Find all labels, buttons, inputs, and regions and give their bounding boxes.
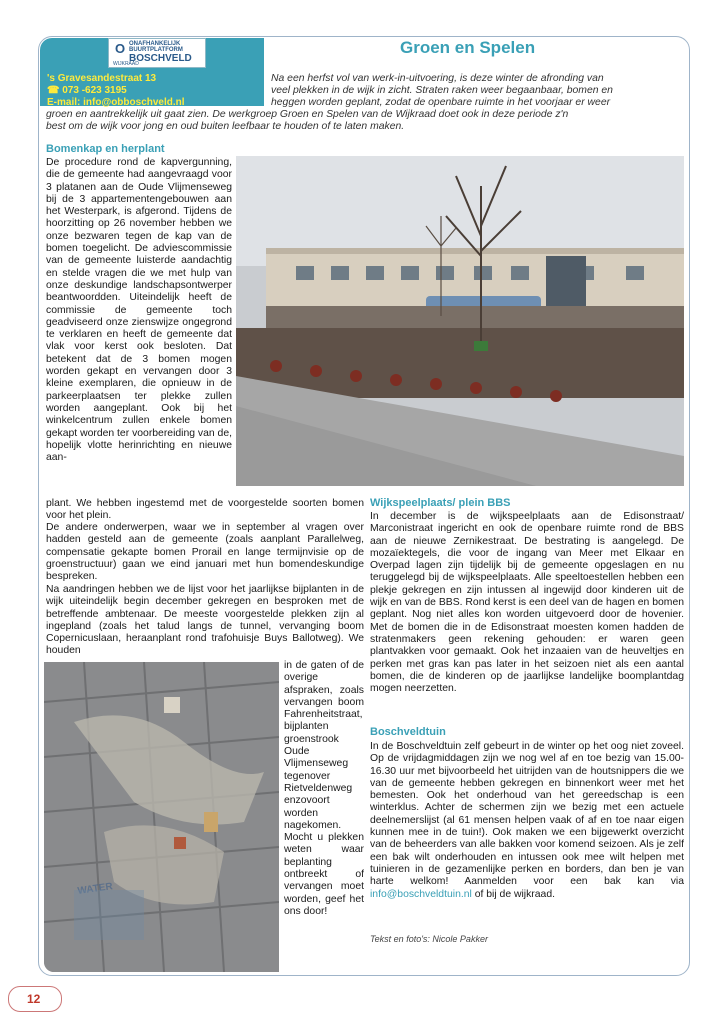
intro-line: Na een herfst vol van werk-in-uitvoering, is deze winter de afronding van [271, 73, 604, 84]
page-title: Groen en Spelen [400, 38, 536, 57]
heading-boschveldtuin: Boschveldtuin [370, 726, 446, 738]
contact-address: 's Gravesandestraat 13 [47, 73, 157, 84]
boschveldtuin-text: In de Boschveldtuin zelf gebeurt in de winter op het oog niet zoveel. Op de vrijdagmiddagen zijn we nog wel af en toe bezig van 15.00-16.30 uur met bijvoorbeeld het uitrijden van de houtsnippers die we van de gemeente hebben gekregen en binnenkort weer met het bemesten. Ook het onderhoud van het gereedschap is een winterklus. Achter de schermen zijn we bezig met een actuele deelnemerslijst (al 61 mensen helpen vaak of af en toe naar eigen kunnen mee in de tuin!). Ook maken we een bijgewerkt overzicht van de beheerders van alle bakken voor komend seizoen. Als je zelf een bak wilt onderhouden en intussen ook mee wilt helpen met tuinieren in de gezamenlijke perken en borders, dan ben je van harte welkom! Aanmelden voor een bak kan via info@boschveldtuin.nl of bij de wijkraad. [370, 741, 684, 900]
wijkspeelplaats-text: In december is de wijkspeelplaats aan de Edisonstraat/ Marconistraat ingericht en ook de openbare ruimte rond de BBS aan de nieuwe Zernikestraat. De bestrating is aangelegd. De mozaïektegels, die voor de ingang van Meer met Elkaar en Overpad lagen zijn tijdelijk bij de gemeente opgeslagen en nu teruggelegd bij de wijkspeelplaats. Alle speeltoestellen hebben een plekje gekregen en zijn intussen al ingewijd door kinderen uit de wijk en van de BBS. Rond kerst is een deel van de hagen en bomen geplant. Nog niet alles kon worden uitgevoerd door de hovenier. Met de bomen die in de Edisonstraat moesten komen hadden de stratenmakers geen rekening gehouden: er waren geen plantvakken voor gemaakt. Ook het inzaaien van de heuveltjes en perken met gras kan pas later in het seizoen niet als een aantal bomen, die de kinderen op de jaarlijkse landelijke boomplantdag mogen neerzetten. [370, 511, 684, 695]
heading-bomenkap: Bomenkap en herplant [46, 143, 165, 155]
page-number: 12 [27, 992, 41, 1006]
boschveldtuin-email-link[interactable]: info@boschveldtuin.nl [370, 888, 472, 900]
intro-line: veel plekken in de wijk in zicht. Straten raken weer begaanbaar, bomen en [271, 85, 613, 96]
bomenkap-p3-narrow: in de gaten of de overige afspraken, zoals vervangen boom Fahrenheitstraat, bijplanten groenstrook Oude Vlijmenseweg tegenover Rietveldenweg enzovoort worden nagekomen. Mocht u plekken weten waar beplanting ontbreekt of vervangen moet worden, geef het ons door! [284, 660, 364, 917]
bomenkap-p2: De andere onderwerpen, waar we in september al vragen over hadden gesteld aan de gemeente (zoals aanplant Parallelweg, compensatie gekapte bomen Prorail en lange termijnvisie op de groenstructuur) gaan we eind januari met hun bomendeskundige bespreken. [46, 522, 364, 582]
photo-school-building [236, 156, 684, 486]
intro-line: best om de wijk voor jong en oud buiten leefbaar te houden of te laten maken. [46, 121, 405, 132]
svg-text:WATER: WATER [76, 881, 114, 897]
intro-line: groen en aantrekkelijk uit gaat zien. De werkgroep Groen en Spelen van de Wijkraad doet ook in deze periode z'n [46, 109, 569, 120]
contact-phone: ☎ 073 -623 3195 [47, 85, 127, 96]
photo-mosaic-tiles [44, 662, 279, 972]
intro-line: heggen worden geplant, zodat de openbare ruimte in het voorjaar er weer [271, 97, 611, 108]
bomenkap-text-narrow: De procedure rond de kapvergunning, die de gemeente had aangevraagd voor 3 platanen aan de Oude Vlijmenseweg bij de 3 appartementengebouwen aan het Westerpark, is afgerond. Tijdens de hoorzitting op 26 november hebben we onze bezwaren tegen de kap van de bomen toegelicht. De adviescommissie van de gemeente luisterde aandachtig en stelde vragen die we met hulp van onze deskundige landschapsontwerper beantwoordden. Uiteindelijk heeft de commissie de gemeente toch geadviseerd onze zienswijze ongegrond te verklaren en heeft de gemeente dat vlak voor kerst ook besloten. Dat betekent dat de 3 bomen mogen worden gekapt en vervangen door 3 kleine exemplaren, die opnieuw in de parkeerplaatsen ter plekke zullen worden aangeplant. Ook bij het winkelcentrum zullen enkele bomen gekapt worden ter voorbereiding van de, hopelijk vlotte herinrichting en nieuwe aan- [46, 157, 232, 464]
page-number-badge [8, 986, 62, 1012]
photo-credit: Tekst en foto's: Nicole Pakker [370, 934, 488, 944]
contact-email[interactable]: E-mail: info@obboschveld.nl [47, 97, 185, 108]
bomenkap-p3: Na aandringen hebben we de lijst voor het jaarlijkse bijplanten in de wijk uiteindelijk begin december gekregen en besproken met de betreffende ambtenaar. De meeste voorgestelde plekken zijn al ingepland (zoals het talud langs de tunnel, vervanging boom Copernicuslaan, heraanplant rond trafohuisje Buys Ballotweg). We houden [46, 584, 364, 657]
bomenkap-text-wide: plant. We hebben ingestemd met de voorgestelde soorten bomen voor het plein. [46, 498, 364, 522]
logo: O ONAFHANKELIJK BUURTPLATFORM BOSCHVELD WIJKRAAD [108, 38, 206, 68]
heading-wijkspeelplaats: Wijkspeelplaats/ plein BBS [370, 497, 511, 509]
